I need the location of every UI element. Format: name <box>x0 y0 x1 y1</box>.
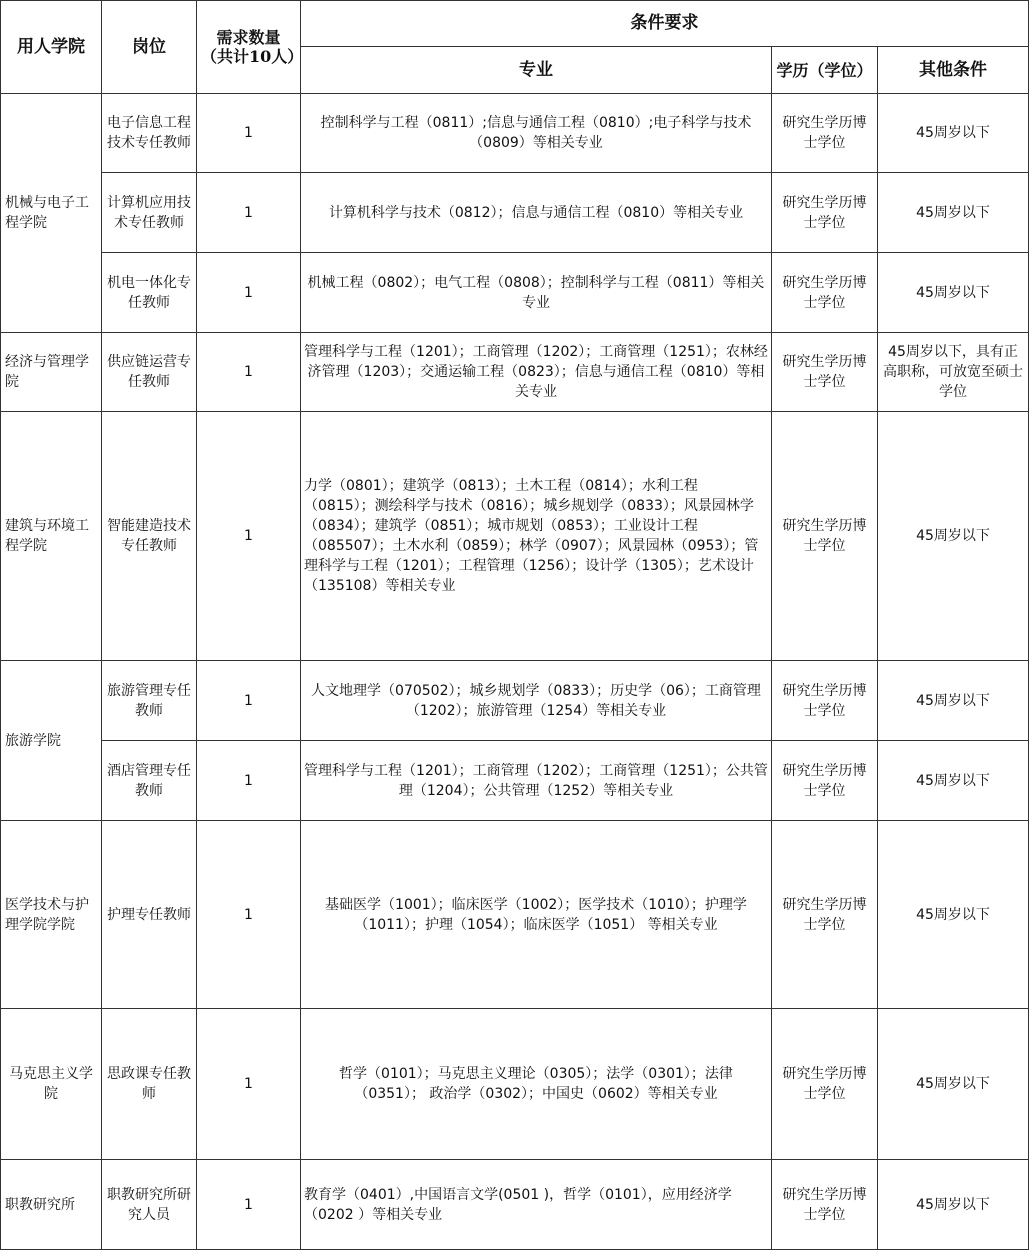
major-cell: 教育学（0401）,中国语言文学(0501 )，哲学（0101），应用经济学（0202 ）等相关专业 <box>301 1160 772 1250</box>
position-cell: 机电一体化专任教师 <box>102 253 197 333</box>
count-cell: 1 <box>197 821 301 1009</box>
count-cell: 1 <box>197 741 301 821</box>
other-cell: 45周岁以下 <box>878 741 1029 821</box>
count-cell: 1 <box>197 253 301 333</box>
other-cell: 45周岁以下 <box>878 173 1029 253</box>
count-cell: 1 <box>197 412 301 661</box>
header-college: 用人学院 <box>1 1 102 94</box>
table-row <box>1 333 1029 412</box>
college-cell: 经济与管理学院 <box>1 333 102 412</box>
college-cell: 马克思主义学院 <box>1 1009 102 1160</box>
other-cell: 45周岁以下 <box>878 1009 1029 1160</box>
table-row <box>1 1160 1029 1250</box>
position-cell: 供应链运营专任教师 <box>102 333 197 412</box>
other-cell: 45周岁以下，具有正高职称，可放宽至硕士学位 <box>878 333 1029 412</box>
table-row <box>1 741 1029 821</box>
count-cell: 1 <box>197 1009 301 1160</box>
degree-cell: 研究生学历博士学位 <box>772 661 878 741</box>
other-cell: 45周岁以下 <box>878 821 1029 1009</box>
college-cell: 建筑与环境工程学院 <box>1 412 102 661</box>
major-cell: 管理科学与工程（1201）；工商管理（1202）；工商管理（1251）；公共管理（1204）；公共管理（1252）等相关专业 <box>301 741 772 821</box>
table-row <box>1 253 1029 333</box>
major-cell: 人文地理学（070502）；城乡规划学（0833）；历史学（06）；工商管理（1202）；旅游管理（1254）等相关专业 <box>301 661 772 741</box>
header-other: 其他条件 <box>878 47 1029 94</box>
position-cell: 智能建造技术专任教师 <box>102 412 197 661</box>
other-cell: 45周岁以下 <box>878 94 1029 173</box>
position-cell: 职教研究所研究人员 <box>102 1160 197 1250</box>
major-cell: 管理科学与工程（1201）；工商管理（1202）；工商管理（1251）；农林经济管理（1203）；交通运输工程（0823）；信息与通信工程（0810）等相关专业 <box>301 333 772 412</box>
other-cell: 45周岁以下 <box>878 1160 1029 1250</box>
position-cell: 电子信息工程技术专任教师 <box>102 94 197 173</box>
major-cell: 控制科学与工程（0811）;信息与通信工程（0810）;电子科学与技术（0809）等相关专业 <box>301 94 772 173</box>
major-cell: 力学（0801）；建筑学（0813）；土木工程（0814）；水利工程（0815）；测绘科学与技术（0816）；城乡规划学（0833）；风景园林学（0834）；建筑学（0851）；城市规划（0853）；工业设计工程（085507）；土木水利（0859）；林学（0907）；风景园林（0953）；管理科学与工程（1201）；工程管理（1256）；设计学（1305）；艺术设计（135108）等相关专业 <box>301 412 772 661</box>
degree-cell: 研究生学历博士学位 <box>772 412 878 661</box>
table-row <box>1 1009 1029 1160</box>
college-cell: 机械与电子工程学院 <box>1 94 102 333</box>
degree-cell: 研究生学历博士学位 <box>772 741 878 821</box>
degree-cell: 研究生学历博士学位 <box>772 1009 878 1160</box>
major-cell: 基础医学（1001）；临床医学（1002）；医学技术（1010）；护理学（1011）；护理（1054）；临床医学（1051） 等相关专业 <box>301 821 772 1009</box>
major-cell: 机械工程（0802）；电气工程（0808）；控制科学与工程（0811）等相关专业 <box>301 253 772 333</box>
table-row <box>1 412 1029 661</box>
table-row <box>1 821 1029 1009</box>
header-position: 岗位 <box>102 1 197 94</box>
table-row <box>1 661 1029 741</box>
position-cell: 计算机应用技术专任教师 <box>102 173 197 253</box>
position-cell: 旅游管理专任教师 <box>102 661 197 741</box>
position-cell: 酒店管理专任教师 <box>102 741 197 821</box>
degree-cell: 研究生学历博士学位 <box>772 333 878 412</box>
position-cell: 思政课专任教师 <box>102 1009 197 1160</box>
count-cell: 1 <box>197 94 301 173</box>
major-cell: 哲学（0101）；马克思主义理论（0305）；法学（0301）；法律（0351）； 政治学（0302）；中国史（0602）等相关专业 <box>301 1009 772 1160</box>
degree-cell: 研究生学历博士学位 <box>772 821 878 1009</box>
other-cell: 45周岁以下 <box>878 661 1029 741</box>
count-cell: 1 <box>197 333 301 412</box>
college-cell: 医学技术与护理学院学院 <box>1 821 102 1009</box>
header-major: 专业 <box>301 47 772 94</box>
table-row <box>1 94 1029 173</box>
other-cell: 45周岁以下 <box>878 253 1029 333</box>
count-cell: 1 <box>197 1160 301 1250</box>
degree-cell: 研究生学历博士学位 <box>772 94 878 173</box>
major-cell: 计算机科学与技术（0812）；信息与通信工程（0810）等相关专业 <box>301 173 772 253</box>
header-requirements: 条件要求 <box>301 1 1029 47</box>
degree-cell: 研究生学历博士学位 <box>772 173 878 253</box>
count-cell: 1 <box>197 661 301 741</box>
degree-cell: 研究生学历博士学位 <box>772 253 878 333</box>
college-cell: 职教研究所 <box>1 1160 102 1250</box>
degree-cell: 研究生学历博士学位 <box>772 1160 878 1250</box>
header-row-1 <box>1 1 1029 47</box>
college-cell: 旅游学院 <box>1 661 102 821</box>
header-count: 需求数量（共计10人） <box>197 1 301 94</box>
count-cell: 1 <box>197 173 301 253</box>
other-cell: 45周岁以下 <box>878 412 1029 661</box>
table-row <box>1 173 1029 253</box>
position-cell: 护理专任教师 <box>102 821 197 1009</box>
header-degree: 学历（学位） <box>772 47 878 94</box>
